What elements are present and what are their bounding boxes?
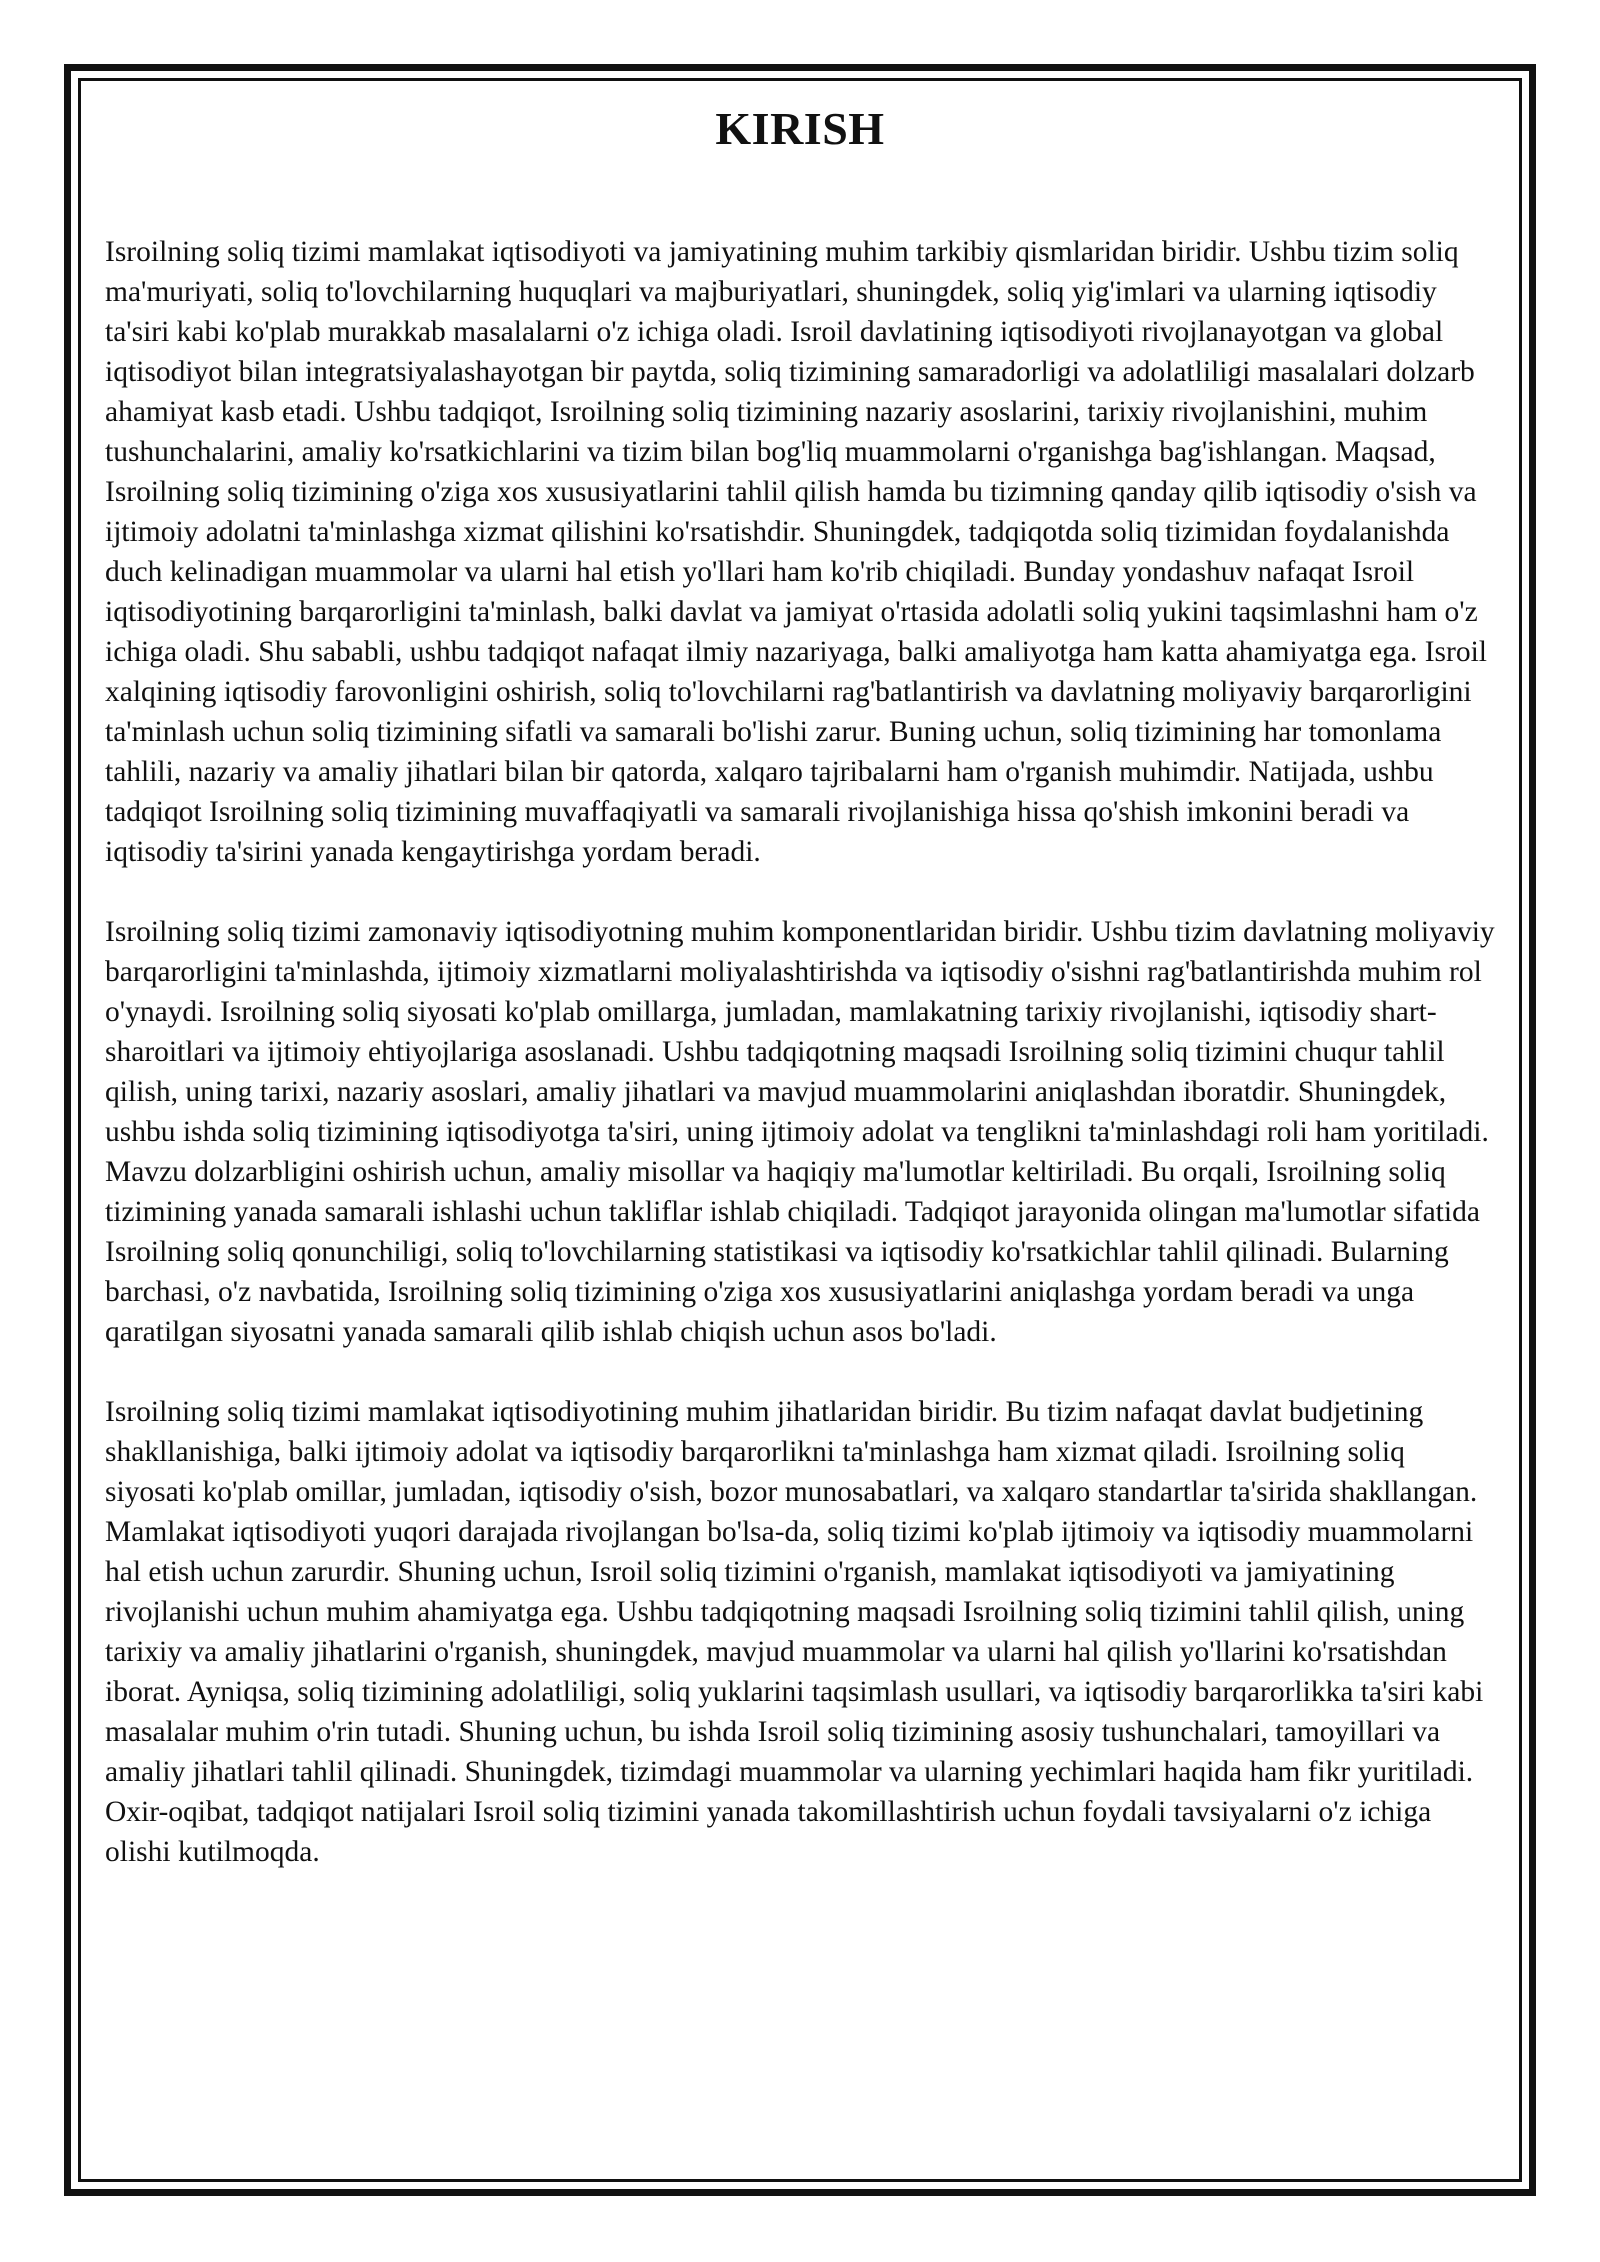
paragraph-1: Isroilning soliq tizimi mamlakat iqtisodiyoti va jamiyatining muhim tarkibiy qismlaridan biridir. Ushbu tizim soliq ma'muriyati, soliq to'lovchilarning huquqlari va majburiyatlari, shuningdek, soliq yig'imlari va ularning iqtisodiy ta'siri kabi ko'plab murakkab masalalarni o'z ichiga oladi. Isroil davlatining iqtisodiyoti rivojlanayotgan va global iqtisodiyot bilan integratsiyalashayotgan bir paytda, soliq tizimining samaradorligi va adolatliligi masalalari dolzarb ahamiyat kasb etadi. Ushbu tadqiqot, Isroilning soliq tizimining nazariy asoslarini, tarixiy rivojlanishini, muhim tushunchalarini, amaliy ko'rsatkichlarini va tizim bilan bog'liq muammolarni o'rganishga bag'ishlangan. Maqsad, Isroilning soliq tizimining o'ziga xos xususiyatlarini tahlil qilish hamda bu tizimning qanday qilib iqtisodiy o'sish va ijtimoiy adolatni ta'minlashga xizmat qilishini ko'rsatishdir. Shuningdek, tadqiqotda soliq tizimidan foydalanishda duch kelinadigan muammolar va ularni hal etish yo'llari ham ko'rib chiqiladi. Bunday yondashuv nafaqat Isroil iqtisodiyotining barqarorligini ta'minlash, balki davlat va jamiyat o'rtasida adolatli soliq yukini taqsimlashni ham o'z ichiga oladi. Shu sababli, ushbu tadqiqot nafaqat ilmiy nazariyaga, balki amaliyotga ham katta ahamiyatga ega. Isroil xalqining iqtisodiy farovonligini oshirish, soliq to'lovchilarni rag'batlantirish va davlatning moliyaviy barqarorligini ta'minlash uchun soliq tizimining sifatli va samarali bo'lishi zarur. Buning uchun, soliq tizimining har tomonlama tahlili, nazariy va amaliy jihatlari bilan bir qatorda, xalqaro tajribalarni ham o'rganish muhimdir. Natijada, ushbu tadqiqot Isroilning soliq tizimining muvaffaqiyatli va samarali rivojlanishiga hissa qo'shish imkonini beradi va iqtisodiy ta'sirini yanada kengaytirishga yordam beradi. [105, 236, 1487, 868]
page-title: KIRISH [715, 103, 885, 154]
paragraph-2: Isroilning soliq tizimi zamonaviy iqtisodiyotning muhim komponentlaridan biridir. Ushbu tizim davlatning moliyaviy barqarorligini ta'minlashda, ijtimoiy xizmatlarni moliyalashtirishda va iqtisodiy o'sishni rag'batlantirishda muhim rol o'ynaydi. Isroilning soliq siyosati ko'plab omillarga, jumladan, mamlakatning tarixiy rivojlanishi, iqtisodiy shart-sharoitlari va ijtimoiy ehtiyojlariga asoslanadi. Ushbu tadqiqotning maqsadi Isroilning soliq tizimini chuqur tahlil qilish, uning tarixi, nazariy asoslari, amaliy jihatlari va mavjud muammolarini aniqlashdan iboratdir. Shuningdek, ushbu ishda soliq tizimining iqtisodiyotga ta'siri, uning ijtimoiy adolat va tenglikni ta'minlashdagi roli ham yoritiladi. Mavzu dolzarbligini oshirish uchun, amaliy misollar va haqiqiy ma'lumotlar keltiriladi. Bu orqali, Isroilning soliq tizimining yanada samarali ishlashi uchun takliflar ishlab chiqiladi. Tadqiqot jarayonida olingan ma'lumotlar sifatida Isroilning soliq qonunchiligi, soliq to'lovchilarning statistikasi va iqtisodiy ko'rsatkichlar tahlil qilinadi. Bularning barchasi, o'z navbatida, Isroilning soliq tizimining o'ziga xos xususiyatlarini aniqlashga yordam beradi va unga qaratilgan siyosatni yanada samarali qilib ishlab chiqish uchun asos bo'ladi. [105, 916, 1495, 1348]
page-border-inner [78, 78, 1522, 2182]
page-border-outer [64, 64, 1536, 2196]
document-body [105, 101, 1495, 1872]
paragraph-3: Isroilning soliq tizimi mamlakat iqtisodiyotining muhim jihatlaridan biridir. Bu tizim nafaqat davlat budjetining shakllanishiga, balki ijtimoiy adolat va iqtisodiy barqarorlikni ta'minlashga ham xizmat qiladi. Isroilning soliq siyosati ko'plab omillar, jumladan, iqtisodiy o'sish, bozor munosabatlari, va xalqaro standartlar ta'sirida shakllangan. Mamlakat iqtisodiyoti yuqori darajada rivojlangan bo'lsa-da, soliq tizimi ko'plab ijtimoiy va iqtisodiy muammolarni hal etish uchun zarurdir. Shuning uchun, Isroil soliq tizimini o'rganish, mamlakat iqtisodiyoti va jamiyatining rivojlanishi uchun muhim ahamiyatga ega. Ushbu tadqiqotning maqsadi Isroilning soliq tizimini tahlil qilish, uning tarixiy va amaliy jihatlarini o'rganish, shuningdek, mavjud muammolar va ularni hal qilish yo'llarini ko'rsatishdan iborat. Ayniqsa, soliq tizimining adolatliligi, soliq yuklarini taqsimlash usullari, va iqtisodiy barqarorlikka ta'siri kabi masalalar muhim o'rin tutadi. Shuning uchun, bu ishda Isroil soliq tizimining asosiy tushunchalari, tamoyillari va amaliy jihatlari tahlil qilinadi. Shuningdek, tizimdagi muammolar va ularning yechimlari haqida ham fikr yuritiladi. Oxir-oqibat, tadqiqot natijalari Isroil soliq tizimini yanada takomillashtirish uchun foydali tavsiyalarni o'z ichiga olishi kutilmoqda. [105, 1396, 1484, 1868]
